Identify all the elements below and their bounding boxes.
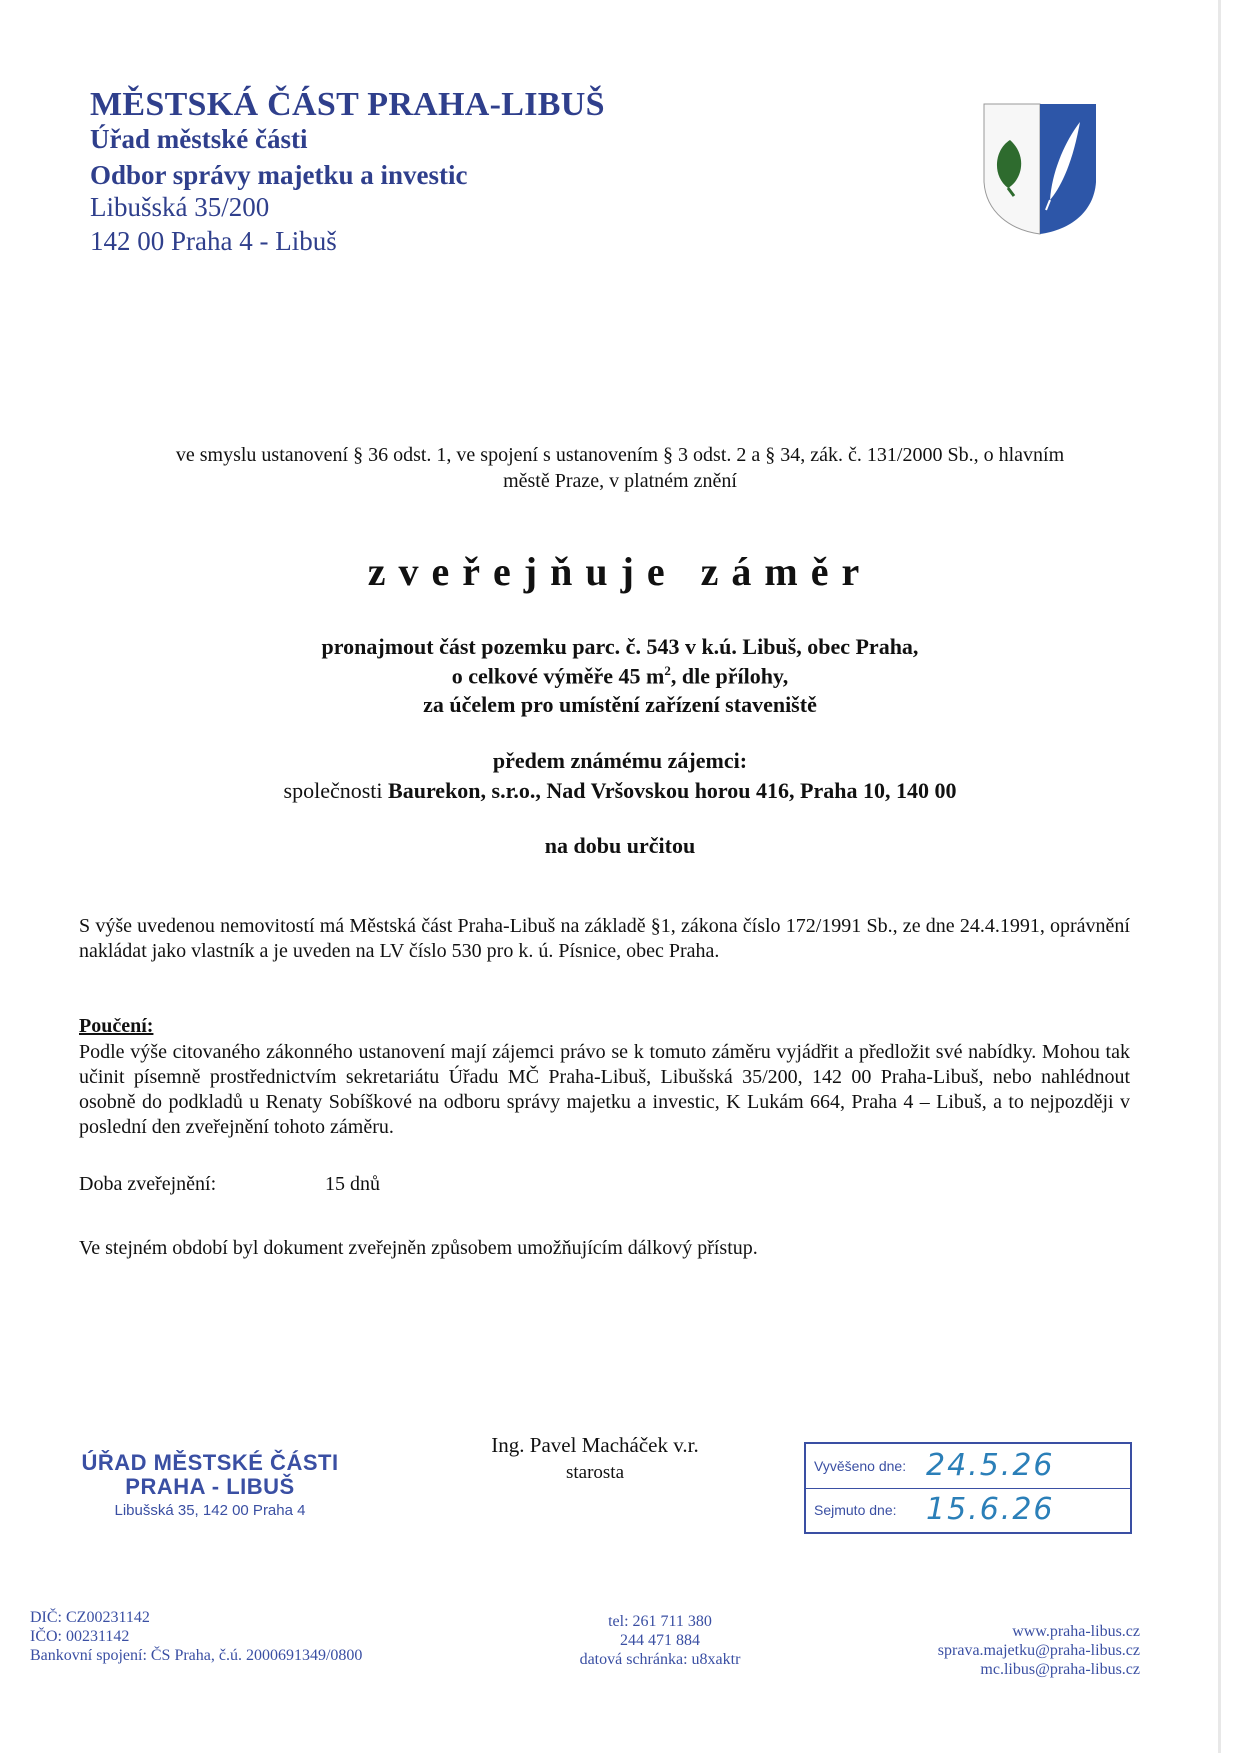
party-heading: předem známému zájemci:	[492, 748, 748, 773]
footer-website-link[interactable]: www.praha-libus.cz	[1012, 1623, 1140, 1640]
posted-value: 24.5.26	[926, 1448, 1055, 1483]
instruction-paragraph: Podle výše citovaného zákonného ustanovení mají zájemci právo se k tomuto záměru vyjádřit a předložit své nabídky. Mohou tak učinit písemně prostřednictvím sekretariátu Úřadu MČ Praha-Libuš, Libušská 35/200, 142 00 Praha-Libuš, nebo nahlédnout osobně do podkladů u Renaty Sobíškové na odboru správy majetku a investic, K Lukám 664, Praha 4 – Libuš, a to nejpozději v poslední den zveřejnění tohoto záměru.	[79, 1041, 1130, 1138]
party-name: Baurekon, s.r.o., Nad Vršovskou horou 416, Praha 10, 140 00	[388, 778, 957, 803]
subject-line3: za účelem pro umístění zařízení staveniště	[423, 692, 817, 717]
municipality-name: MĚSTSKÁ ČÁST PRAHA-LIBUŠ	[90, 86, 605, 123]
party-company	[0, 778, 1240, 804]
office-name: Úřad městské části	[90, 124, 308, 154]
signatory-role: starosta	[565, 1462, 625, 1483]
removed-value: 15.6.26	[926, 1492, 1055, 1527]
publication-value: 15 dnů	[325, 1173, 380, 1195]
posted-label: Vyvěšeno dne:	[814, 1458, 907, 1474]
subject-area-unit-sup: 2	[664, 663, 671, 678]
footer-bank: Bankovní spojení: ČS Praha, č.ú. 2000691349/0800	[30, 1647, 363, 1664]
footer-email1-link[interactable]: sprava.majetku@praha-libus.cz	[937, 1642, 1140, 1659]
removed-row	[806, 1488, 1130, 1532]
signatory-name: Ing. Pavel Macháček v.r.	[491, 1433, 699, 1457]
footer-email2-link[interactable]: mc.libus@praha-libus.cz	[980, 1661, 1140, 1678]
party-prefix: společnosti	[283, 778, 389, 803]
subject-annex: , dle přílohy,	[670, 663, 789, 689]
stamp-line2: PRAHA - LIBUŠ	[125, 1474, 295, 1499]
coat-of-arms-icon	[980, 100, 1100, 238]
department-name: Odbor správy majetku a investic	[90, 160, 468, 190]
footer-contact	[540, 1612, 780, 1669]
stamp-line3: Libušská 35, 142 00 Praha 4	[114, 1502, 306, 1519]
address-city: 142 00 Praha 4 - Libuš	[90, 226, 337, 256]
address-street: Libušská 35/200	[90, 192, 270, 222]
lease-duration: na dobu určitou	[544, 833, 696, 858]
footer-web	[860, 1622, 1140, 1679]
subject-area: o celkové výměře 45 m	[451, 663, 665, 689]
notice-board-box	[804, 1442, 1132, 1534]
footer-databox: datová schránka: u8xaktr	[579, 1651, 741, 1668]
legal-basis	[100, 442, 1140, 494]
document-title: zveřejňuje záměr	[367, 549, 873, 594]
publication-label: Doba zveřejnění:	[79, 1173, 217, 1195]
footer-ids	[30, 1608, 362, 1665]
removed-label: Sejmuto dne:	[814, 1502, 897, 1518]
footer-tel2: 244 471 884	[620, 1632, 700, 1649]
ownership-paragraph: S výše uvedenou nemovitostí má Městská část Praha-Libuš na základě §1, zákona číslo 172/1991 Sb., ze dne 24.4.1991, oprávnění nakládat jako vlastník a je uveden na LV číslo 530 pro k. ú. Písnice, obec Praha.	[79, 915, 1130, 962]
remote-access-note: Ve stejném období byl dokument zveřejněn způsobem umožňujícím dálkový přístup.	[79, 1237, 758, 1259]
page-edge	[1218, 0, 1221, 1753]
legal-basis-line1: ve smyslu ustanovení § 36 odst. 1, ve spojení s ustanovením § 3 odst. 2 a § 34, zák. č. 131/2000 Sb., o hlavním	[175, 444, 1065, 466]
footer-dic: DIČ: CZ00231142	[30, 1609, 150, 1626]
footer-tel1: tel: 261 711 380	[608, 1613, 712, 1630]
stamp-line1: ÚŘAD MĚSTSKÉ ČÁSTI	[81, 1450, 339, 1475]
footer-ico: IČO: 00231142	[30, 1628, 130, 1645]
posted-row	[806, 1444, 1130, 1489]
legal-basis-line2: městě Praze, v platném znění	[503, 470, 737, 492]
subject-line2	[0, 663, 1240, 689]
office-stamp	[60, 1450, 360, 1519]
subject-line1: pronajmout část pozemku parc. č. 543 v k.ú. Libuš, obec Praha,	[321, 634, 919, 659]
instruction-heading: Poučení:	[79, 1015, 154, 1037]
